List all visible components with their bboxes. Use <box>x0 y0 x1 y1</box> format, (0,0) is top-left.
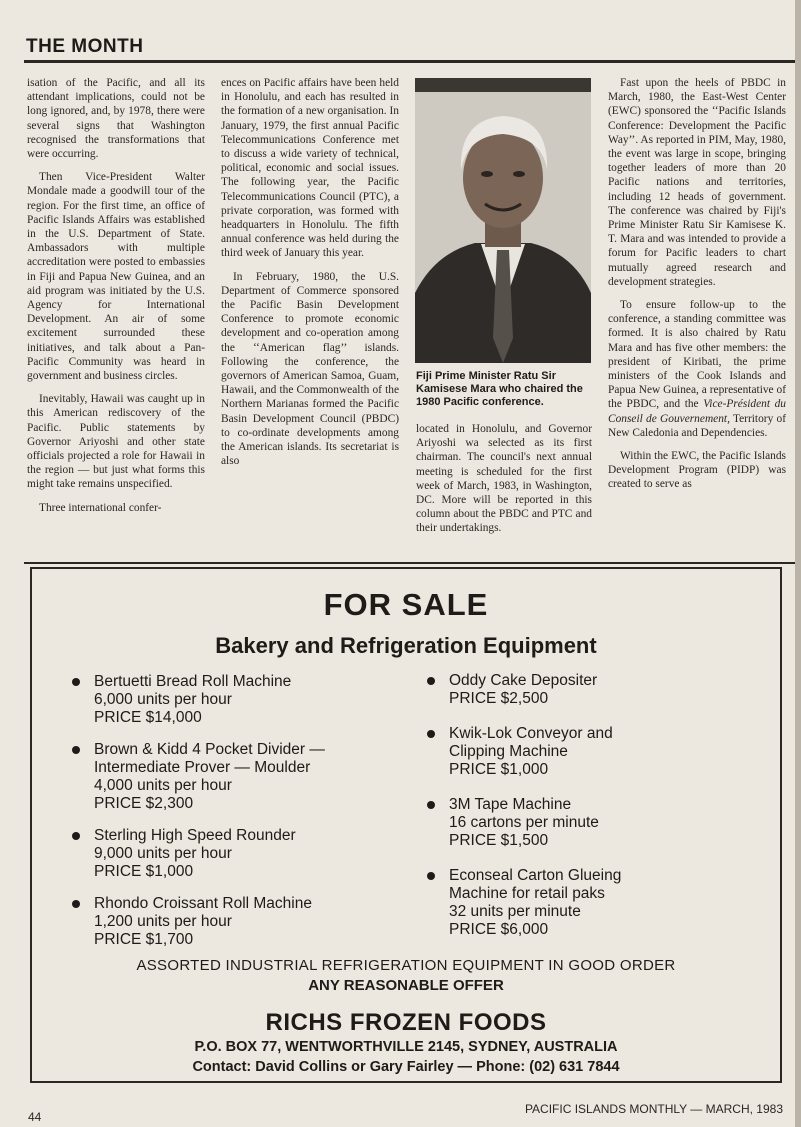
item-line: Kwik-Lok Conveyor and <box>449 725 613 742</box>
ad-subhead: Bakery and Refrigeration Equipment <box>215 633 597 658</box>
item-price: PRICE $1,500 <box>449 832 549 849</box>
item-price: PRICE $1,700 <box>94 931 194 948</box>
equipment-item <box>427 867 767 939</box>
paragraph-text: To ensure follow-up to the conference, a standing committee was formed. It is also chaired by Ratu Mara and has five other members: the president of Kiribati, the prime ministers of the Cook Islands and Papua New Guinea, a representative of the PBDC, and the <box>608 299 786 411</box>
item-line: 6,000 units per hour <box>94 691 232 708</box>
photo-caption: Fiji Prime Minister Ratu Sir Kamisese Mara who chaired the 1980 Pacific conference. <box>416 370 583 408</box>
article-paragraph <box>608 298 786 440</box>
item-line: 32 units per minute <box>449 903 581 920</box>
article-paragraph: located in Honolulu, and Governor Ariyoshi wa selected as its first chairman. The council's next annual meeting is scheduled for the first week of March, 1983, in Washington, DC. More will be reported in this column about the PBDC and PTC and their undertakings. <box>416 423 592 535</box>
article-column-3 <box>416 422 592 554</box>
article-paragraph: Inevitably, Hawaii was caught up in this American rediscovery of the Pacific. Public statements by Governor Ariyoshi and other state officials projected a role for Hawaii in the region — but just what forms this might take remains unspecified. <box>27 393 205 491</box>
item-line: Sterling High Speed Rounder <box>94 827 296 844</box>
italic-title: Vice-Président du Conseil de Gouvernement, <box>608 398 786 425</box>
item-price: PRICE $2,300 <box>94 795 194 812</box>
item-line: Bertuetti Bread Roll Machine <box>94 673 292 690</box>
article-column-2 <box>221 76 399 554</box>
item-line: 9,000 units per hour <box>94 845 232 862</box>
equipment-list-right <box>427 672 767 956</box>
article-paragraph: isation of the Pacific, and all its attendant implications, could not be long ignored, and, by 1978, there were several signs that Washington recognised the transformations that were occurring. <box>27 77 205 161</box>
ad-contact: Contact: David Collins or Gary Fairley — Phone: (02) 631 7844 <box>192 1059 620 1075</box>
article-column-1 <box>27 76 205 554</box>
equipment-item <box>72 741 402 813</box>
article-paragraph: ences on Pacific affairs have been held in Honolulu, and each has resulted in the formation of a new organisation. In January, 1979, the first annual Pacific Telecommunications Conference met to discuss a wide variety of technical, political, economic and social issues. The following year, the Pacific Telecommunications Council (PTC), a private corporation, was formed with headquarters in Honolulu. The fifth annual conference was held during the third week of January this year. <box>221 77 399 260</box>
item-price: PRICE $1,000 <box>449 761 549 778</box>
section-title: THE MONTH <box>26 36 144 57</box>
ad-offer-line: ANY REASONABLE OFFER <box>308 977 504 994</box>
item-line: 16 cartons per minute <box>449 814 599 831</box>
portrait-illustration <box>415 78 591 363</box>
equipment-item <box>427 796 767 850</box>
ad-company-name: RICHS FROZEN FOODS <box>265 1009 547 1036</box>
item-line: Brown & Kidd 4 Pocket Divider — <box>94 741 325 758</box>
equipment-item <box>427 725 767 779</box>
item-line: 1,200 units per hour <box>94 913 232 930</box>
article-paragraph: Then Vice-President Walter Mondale made a goodwill tour of the region. For the first time, an office of Pacific Islands Affairs was established in the U.S. Department of State. Ambassadors with multiple accreditation were posted to embassies in Fiji and Papua New Guinea, and an aid program was initiated by the U.S. Agency for International Development. An air of some excitement surrounded these initiatives, and talk about a Pan-Pacific Community was heard in government and business circles. <box>27 171 205 383</box>
section-divider <box>24 562 801 564</box>
article-column-4 <box>608 76 786 554</box>
item-line: Oddy Cake Depositer <box>449 672 598 689</box>
paragraph-text: Territory of New Caledonia and Dependencies. <box>608 412 786 439</box>
item-line: 3M Tape Machine <box>449 796 572 813</box>
article-paragraph: Within the EWC, the Pacific Islands Development Program (PIDP) was created to serve as <box>608 450 786 491</box>
for-sale-advertisement <box>30 567 782 1083</box>
item-line: Intermediate Prover — Moulder <box>94 759 311 776</box>
equipment-list-left <box>72 673 402 963</box>
item-line: 4,000 units per hour <box>94 777 232 794</box>
item-line: Clipping Machine <box>449 743 568 760</box>
article-paragraph: Three international confer- <box>39 501 162 514</box>
equipment-item <box>72 673 402 727</box>
photo-top-band <box>415 78 591 92</box>
ad-headline: FOR SALE <box>323 587 489 622</box>
portrait-photo <box>415 78 591 363</box>
item-price: PRICE $2,500 <box>449 690 549 707</box>
item-line: Machine for retail paks <box>449 885 605 902</box>
equipment-item <box>72 895 402 949</box>
equipment-item <box>427 672 767 708</box>
item-price: PRICE $14,000 <box>94 709 202 726</box>
item-line: Econseal Carton Glueing <box>449 867 622 884</box>
running-footer: PACIFIC ISLANDS MONTHLY — MARCH, 1983 <box>524 1102 783 1116</box>
item-price: PRICE $1,000 <box>94 863 194 880</box>
item-line: Rhondo Croissant Roll Machine <box>94 895 312 912</box>
equipment-item <box>72 827 402 881</box>
header-rule <box>24 60 801 63</box>
article-paragraph: In February, 1980, the U.S. Department of Commerce sponsored the Pacific Basin Development Conference to promote economic development and co-operation among the ‘‘American flag’’ islands. Following the conference, the governors of American Samoa, Guam, Hawaii, and the Commonwealth of the Northern Marianas formed the Pacific Basin Development Council (PBDC) to co-ordinate developments among the American islands. Its secretariat is also <box>221 270 399 468</box>
binding-edge <box>795 0 801 1127</box>
ad-address: P.O. BOX 77, WENTWORTHVILLE 2145, SYDNEY, AUSTRALIA <box>194 1039 618 1055</box>
page-number: 44 <box>28 1110 42 1124</box>
item-price: PRICE $6,000 <box>449 921 549 938</box>
article-paragraph: Fast upon the heels of PBDC in March, 1980, the East-West Center (EWC) sponsored the ‘‘Pacific Islands Conference: Development the Pacific Way’’. As reported in PIM, May, 1980, the event was large in scope, bringing together leaders of more than 20 Pacific nations and territories, including 12 heads of government. The conference was chaired by Fiji's Prime Minister Ratu Sir Kamisese K. T. Mara and was intended to provide a forum for Pacific leaders to chart mutually agreed research and development strategies. <box>608 77 786 288</box>
ad-assorted-line: ASSORTED INDUSTRIAL REFRIGERATION EQUIPMENT IN GOOD ORDER <box>136 957 676 974</box>
